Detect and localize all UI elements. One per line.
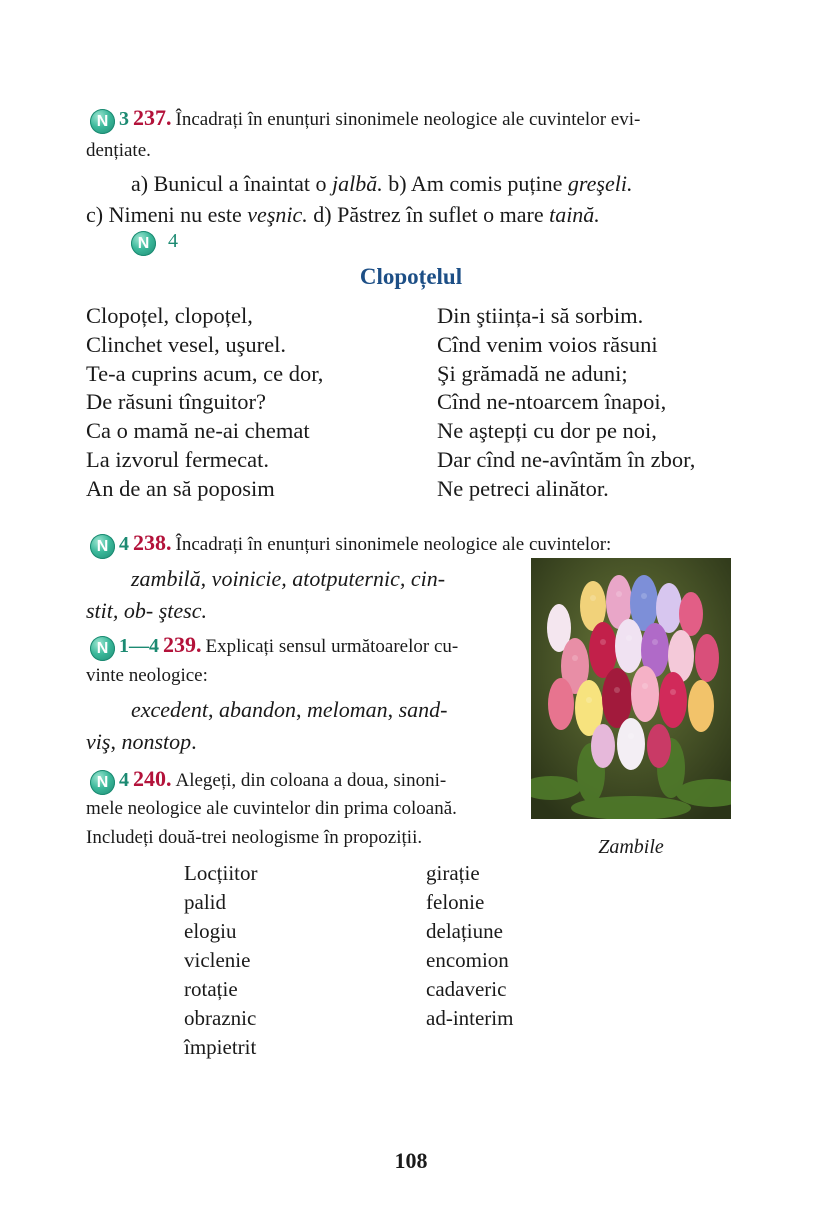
separator: .: [191, 729, 197, 754]
exercise-240-header: [90, 766, 446, 795]
word-item: ad-interim: [426, 1006, 514, 1030]
exercise-instruction: Explicați sensul următoarelor cu-: [205, 636, 459, 657]
exercise-237-header: [90, 105, 740, 134]
difficulty-level: 1—4: [119, 635, 159, 657]
difficulty-level: 4: [168, 230, 178, 252]
word-item: girație: [426, 861, 480, 885]
poem-verse: An de an să poposim: [86, 475, 275, 501]
hyacinths-illustration: [531, 558, 731, 819]
word-item: felonie: [426, 890, 485, 914]
poem-verse: Clopoțel, clopoțel,: [86, 303, 253, 328]
poem-verse: Ca o mamă ne-ai chemat: [86, 418, 310, 444]
word-list-line: stit, ob- ştesc.: [86, 598, 207, 623]
word-item: rotație: [184, 977, 238, 1001]
word-item: obraznic: [184, 1006, 257, 1030]
first-column-words: [184, 859, 257, 1062]
exercise-number: 237.: [133, 105, 172, 130]
word-item: encomion: [426, 948, 509, 972]
poem-verse: De răsuni tînguitor?: [86, 389, 266, 415]
sentence-d: d) Păstrez în suflet o mare: [307, 202, 550, 227]
poem-verse: Şi grămadă ne aduni;: [437, 360, 628, 386]
poem-verse: Ne petreci alinător.: [437, 475, 609, 501]
exercise-instruction-continued: vinte neologice:: [86, 665, 208, 686]
exercise-instruction-continued: Includeți două-trei neologisme în propoziții.: [86, 827, 423, 848]
neologism-word: sand-: [398, 697, 448, 722]
poem-verse: Ne aştepți cu dor pe noi,: [437, 418, 657, 444]
poem-verse: Te-a cuprins acum, ce dor,: [86, 360, 324, 386]
word-list-line: [86, 694, 516, 726]
difficulty-level: 4: [119, 533, 129, 555]
exercise-239-header: [90, 632, 458, 661]
exercise-instruction-continued: dențiate.: [86, 140, 151, 161]
sentence-c: c) Nimeni nu este: [86, 202, 248, 227]
neologism-word: excedent: [131, 697, 208, 722]
poem-right-column: [437, 302, 695, 504]
word-list-line: [86, 726, 516, 758]
poem-verse: Cînd venim voios răsuni: [437, 331, 658, 357]
exercise-237-line-1: [131, 168, 632, 200]
poem-header: [131, 230, 178, 256]
poem-verse: Dar cînd ne-avîntăm în zbor,: [437, 446, 696, 472]
page-number: 108: [394, 1148, 428, 1173]
exercise-237-line-2: [86, 199, 600, 231]
word-list-line: zambilă, voinicie, atotputernic, cin-: [131, 566, 446, 591]
neologism-badge-icon: N: [90, 534, 115, 559]
poem-verse: Clinchet vesel, uşurel.: [86, 331, 286, 357]
neologism-badge-icon: N: [90, 770, 115, 795]
exercise-238-words: [86, 563, 516, 627]
neologism-badge-icon: N: [90, 109, 115, 134]
highlighted-word: taină.: [549, 202, 600, 227]
separator: ,: [110, 729, 122, 754]
word-item: viclenie: [184, 948, 251, 972]
exercise-number: 239.: [163, 632, 202, 657]
exercise-instruction-continued: mele neologice ale cuvintelor din prima coloană.: [86, 798, 457, 819]
highlighted-word: greşeli.: [567, 171, 633, 196]
neologism-badge-icon: N: [131, 231, 156, 256]
exercise-instruction: Încadrați în enunțuri sinonimele neologice ale cuvintelor evi-: [175, 109, 641, 130]
neologism-word: viş: [86, 729, 111, 754]
separator: ,: [207, 697, 219, 722]
exercise-239-words: [86, 694, 516, 758]
neologism-word: nonstop: [121, 729, 192, 754]
word-item: delațiune: [426, 919, 503, 943]
word-item: elogiu: [184, 919, 237, 943]
separator: ,: [387, 697, 399, 722]
poem-title: Clopoțelul: [359, 264, 463, 289]
sentence-a: a) Bunicul a înaintat o: [131, 171, 332, 196]
poem-verse: La izvorul fermecat.: [86, 446, 270, 472]
poem-verse: Din ştiința-i să sorbim.: [437, 303, 644, 328]
word-item: palid: [184, 890, 226, 914]
difficulty-level: 3: [119, 108, 129, 130]
poem-verse: Cînd ne-ntoarcem înapoi,: [437, 389, 667, 415]
sentence-b: b) Am comis puține: [382, 171, 568, 196]
photo-caption: Zambile: [598, 836, 664, 858]
highlighted-word: veşnic.: [247, 202, 308, 227]
separator: ,: [295, 697, 307, 722]
neologism-word: abandon: [218, 697, 296, 722]
exercise-number: 240.: [133, 766, 172, 791]
exercise-238-header: [90, 530, 770, 559]
exercise-instruction: Alegeți, din coloana a doua, sinoni-: [175, 770, 447, 791]
word-item: cadaveric: [426, 977, 507, 1001]
word-item: împietrit: [184, 1035, 257, 1059]
hyacinths-photo: [531, 558, 731, 819]
exercise-number: 238.: [133, 530, 172, 555]
exercise-instruction: Încadrați în enunțuri sinonimele neologice ale cuvintelor:: [175, 534, 612, 555]
highlighted-word: jalbă.: [332, 171, 383, 196]
word-item: Locțiitor: [184, 861, 258, 885]
neologism-word: meloman: [306, 697, 388, 722]
poem-left-column: [86, 302, 323, 504]
neologism-badge-icon: N: [90, 636, 115, 661]
second-column-words: [426, 859, 513, 1033]
difficulty-level: 4: [119, 769, 129, 791]
